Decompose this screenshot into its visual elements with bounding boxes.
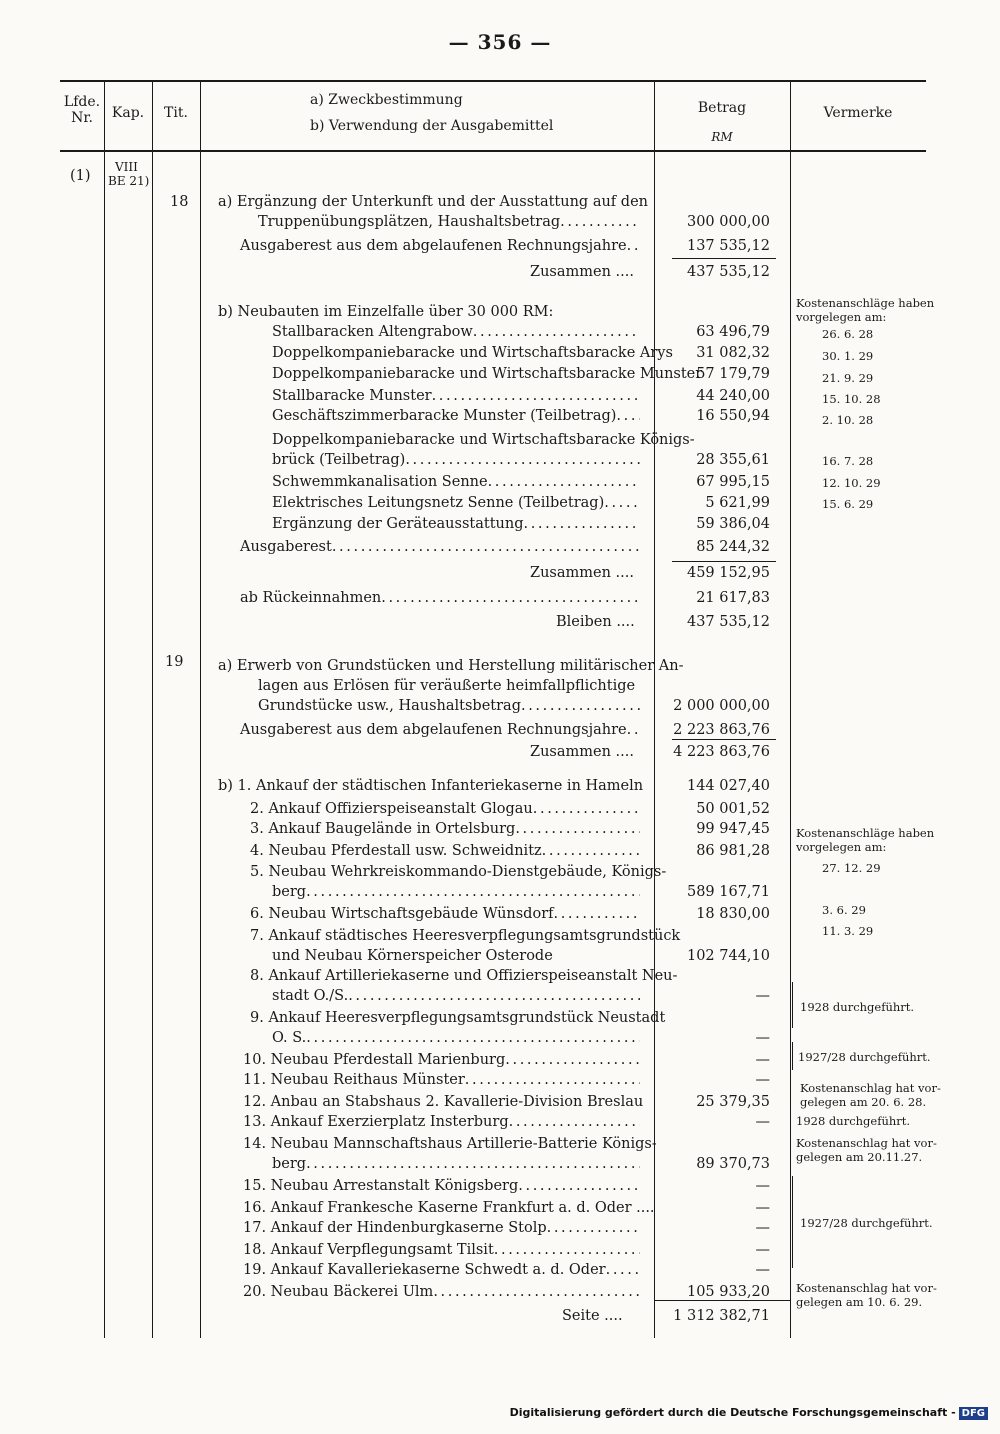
budget-line-text: Bleiben .... [556,614,635,630]
budget-line-text: Doppelkompaniebaracke und Wirtschaftsbaracke Munster [272,366,703,382]
col-rule-1 [104,80,105,1338]
col-rule-5 [790,80,791,1338]
leader-dots [473,322,640,342]
budget-amount: 44 240,00 [696,388,770,404]
header-tit: Tit. [164,105,188,121]
budget-line-text: und Neubau Körnerspeicher Osterode [272,948,553,964]
budget-amount: 63 496,79 [696,324,770,340]
budget-amount: — [755,1220,770,1236]
leader-dots [381,588,640,608]
leader-dots [616,406,640,426]
budget-amount: 2 000 000,00 [673,698,770,714]
leader-dots [432,386,640,406]
leader-dots [606,1260,640,1280]
leader-dots [518,1176,640,1196]
budget-line-text: 3. Ankauf Baugelände in Ortelsburg. . . [250,819,640,839]
header-betrag: Betrag [697,100,747,116]
note-1927-28-b: 1927/28 durchgeführt. [800,1216,933,1230]
leader-dots [494,1240,640,1260]
budget-line-text: Zusammen .... [530,264,634,280]
leader-dots [604,493,640,513]
budget-line-text: Geschäftszimmerbaracke Munster (Teilbetrag). . . [272,406,640,426]
leader-dots [306,1028,640,1048]
budget-line-text: Truppenübungsplätzen, Haushaltsbetrag. . . [258,212,640,232]
budget-line-text: 16. Ankauf Frankesche Kaserne Frankfurt a. d. Oder .... [243,1200,655,1216]
leader-dots [524,514,640,534]
subtotal-rule [654,1300,790,1301]
budget-line-text: 19. Ankauf Kavalleriekaserne Schwedt a. d. Oder. . . [243,1260,640,1280]
leader-dots [554,904,640,924]
note-date: 12. 10. 29 [822,476,881,490]
header-top-rule [60,80,926,82]
budget-line-text: 11. Neubau Reithaus Münster. . . [243,1070,640,1090]
note-date: 27. 12. 29 [822,861,881,875]
budget-line-text: Stallbaracken Altengrabow. . . [272,322,640,342]
budget-line-text: Schwemmkanalisation Senne. . . [272,472,640,492]
budget-amount: — [755,1114,770,1130]
leader-dots [627,720,640,740]
note-brace [792,1042,797,1070]
budget-amount: 31 082,32 [696,345,770,361]
note-brace [792,1176,797,1268]
lfde-number: (1) [70,168,91,184]
budget-amount: 16 550,94 [696,408,770,424]
budget-line-text: Zusammen .... [530,744,634,760]
leader-dots [627,236,640,256]
subtotal-rule [672,739,776,740]
header-kap: Kap. [111,105,145,121]
budget-amount: 437 535,12 [686,264,770,280]
budget-line-text: a) Ergänzung der Unterkunft und der Ausstattung auf den [218,194,648,210]
note-1927-28: 1927/28 durchgeführt. [798,1050,931,1064]
budget-amount: 2 223 863,76 [673,722,770,738]
budget-line-text: b) 1. Ankauf der städtischen Infanteriekaserne in Hameln [218,778,644,794]
budget-amount: — [755,1052,770,1068]
leader-dots [306,882,640,902]
tit-19: 19 [165,654,184,670]
note-date: 26. 6. 28 [822,327,874,341]
note-brace [792,982,797,1028]
budget-line-text: b) Neubauten im Einzelfalle über 30 000 RM: [218,304,554,320]
budget-line-text: Ausgaberest. . . [240,537,640,557]
budget-line-text: Ausgaberest aus dem abgelaufenen Rechnungsjahre. . . [240,236,640,256]
leader-dots [405,450,640,470]
kap-subnumber: BE 21) [108,174,150,188]
budget-amount: — [755,988,770,1004]
leader-dots [465,1070,640,1090]
budget-amount: — [755,1072,770,1088]
leader-dots [521,696,640,716]
leader-dots [433,1282,640,1302]
budget-line-text: 2. Ankauf Offizierspeiseanstalt Glogau. . . [250,799,640,819]
budget-line-text: Elektrisches Leitungsnetz Senne (Teilbetrag). . . [272,493,640,513]
header-lfde: Lfde. Nr. [63,94,101,126]
budget-line-text: Stallbaracke Munster. . . [272,386,640,406]
leader-dots [306,1154,640,1174]
budget-amount: 59 386,04 [696,516,770,532]
note-date: 15. 6. 29 [822,497,874,511]
budget-amount: 5 621,99 [705,495,770,511]
header-zweck-a: a) Zweckbestimmung [310,92,463,108]
budget-amount: 21 617,83 [696,590,770,606]
leader-dots [542,841,640,861]
note-1928-b: 1928 durchgeführt. [796,1114,911,1128]
budget-line-text: 6. Neubau Wirtschaftsgebäude Wünsdorf. . . [250,904,640,924]
note-1928: 1928 durchgeführt. [800,1000,915,1014]
budget-amount: 1 312 382,71 [673,1308,770,1324]
budget-line-text: Zusammen .... [530,565,634,581]
budget-amount: 105 933,20 [686,1284,770,1300]
budget-amount: 57 179,79 [696,366,770,382]
budget-line-text: ab Rückeinnahmen. . . [240,588,640,608]
budget-amount: 86 981,28 [696,843,770,859]
budget-line-text: Doppelkompaniebaracke und Wirtschaftsbaracke Arys [272,345,673,361]
note-kostenanschlag-20-11-27: Kostenanschlag hat vor- gelegen am 20.11.27. [796,1136,937,1164]
budget-line-text: 4. Neubau Pferdestall usw. Schweidnitz. . . [250,841,640,861]
leader-dots [547,1218,640,1238]
header-zweck-b: b) Verwendung der Ausgabemittel [310,118,554,134]
kap-number: VIII [115,160,138,174]
budget-line-text: Ausgaberest aus dem abgelaufenen Rechnungsjahre. . . [240,720,640,740]
leader-dots [509,1112,640,1132]
dfg-logo: DFG [959,1407,988,1420]
budget-amount: 137 535,12 [686,238,770,254]
budget-amount: 89 370,73 [696,1156,770,1172]
budget-line-text: Seite .... [562,1308,623,1324]
budget-amount: 102 744,10 [686,948,770,964]
leader-dots [332,537,640,557]
footer-text: Digitalisierung gefördert durch die Deutsche Forschungsgemeinschaft - [509,1406,956,1419]
budget-amount: 459 152,95 [686,565,770,581]
budget-line-text: 8. Ankauf Artilleriekaserne und Offizierspeiseanstalt Neu- [250,968,678,984]
budget-line-text: 13. Ankauf Exerzierplatz Insterburg. . . [243,1112,640,1132]
subtotal-rule [672,258,776,259]
page-number: — 356 — [448,30,552,54]
note-date: 3. 6. 29 [822,903,866,917]
budget-amount: 67 995,15 [696,474,770,490]
col-rule-3 [200,80,201,1338]
budget-line-text: 9. Ankauf Heeresverpflegungsamtsgrundstück Neustadt [250,1010,666,1026]
budget-line-text: 15. Neubau Arrestanstalt Königsberg. . . [243,1176,640,1196]
leader-dots [533,799,640,819]
header-bottom-rule [60,150,926,152]
note-date: 2. 10. 28 [822,413,874,427]
budget-line-text: 14. Neubau Mannschaftshaus Artillerie-Batterie Königs- [243,1136,657,1152]
note-date: 16. 7. 28 [822,454,874,468]
budget-line-text: O. S.. . . [272,1028,640,1048]
header-betrag-unit: RM [711,130,733,144]
tit-18: 18 [170,194,189,210]
note-date: 11. 3. 29 [822,924,874,938]
leader-dots [515,819,640,839]
note-kostenanschlaege-2: Kostenanschläge haben vorgelegen am: [796,826,935,854]
budget-line-text: lagen aus Erlösen für veräußerte heimfallpflichtige [258,678,636,694]
budget-amount: — [755,1242,770,1258]
budget-line-text: berg. . . [272,1154,640,1174]
budget-line-text: 7. Ankauf städtisches Heeresverpflegungsamtsgrundstück [250,928,681,944]
note-kostenanschlag-10-6-29: Kostenanschlag hat vor- gelegen am 10. 6. 29. [796,1281,937,1309]
budget-amount: 300 000,00 [686,214,770,230]
budget-amount: 50 001,52 [696,801,770,817]
budget-amount: 437 535,12 [686,614,770,630]
digitization-footer [510,1406,988,1420]
note-date: 30. 1. 29 [822,349,874,363]
budget-amount: — [755,1200,770,1216]
budget-amount: 18 830,00 [696,906,770,922]
budget-amount: — [755,1178,770,1194]
leader-dots [505,1050,640,1070]
note-date: 15. 10. 28 [822,392,881,406]
budget-line-text: 20. Neubau Bäckerei Ulm. . . [243,1282,640,1302]
budget-line-text: Grundstücke usw., Haushaltsbetrag. . . [258,696,640,716]
budget-amount: 589 167,71 [686,884,770,900]
budget-line-text: 17. Ankauf der Hindenburgkaserne Stolp. . . [243,1218,640,1238]
budget-line-text: 18. Ankauf Verpflegungsamt Tilsit. . . [243,1240,640,1260]
col-rule-2 [152,80,153,1338]
leader-dots [348,986,640,1006]
budget-amount: 144 027,40 [686,778,770,794]
budget-amount: — [755,1262,770,1278]
budget-line-text: a) Erwerb von Grundstücken und Herstellung militärischer An- [218,658,684,674]
subtotal-rule [672,561,776,562]
budget-line-text: stadt O./S.. . . [272,986,640,1006]
header-vermerke: Vermerke [823,105,893,121]
budget-line-text: Doppelkompaniebaracke und Wirtschaftsbaracke Königs- [272,432,695,448]
budget-line-text: Ergänzung der Geräteausstattung. . . [272,514,640,534]
budget-line-text: berg. . . [272,882,640,902]
note-date: 21. 9. 29 [822,371,874,385]
leader-dots [560,212,640,232]
leader-dots [488,472,640,492]
budget-line-text: 5. Neubau Wehrkreiskommando-Dienstgebäude, Königs- [250,864,667,880]
budget-amount: — [755,1030,770,1046]
budget-amount: 28 355,61 [696,452,770,468]
note-kostenanschlaege-1: Kostenanschläge haben vorgelegen am: [796,296,935,324]
budget-line-text: brück (Teilbetrag). . . [272,450,640,470]
budget-amount: 99 947,45 [696,821,770,837]
budget-amount: 4 223 863,76 [673,744,770,760]
budget-line-text: 10. Neubau Pferdestall Marienburg. . . [243,1050,640,1070]
budget-line-text: 12. Anbau an Stabshaus 2. Kavallerie-Division Breslau [243,1094,644,1110]
note-kostenanschlag-20-6-28: Kostenanschlag hat vor- gelegen am 20. 6. 28. [800,1081,941,1109]
budget-amount: 85 244,32 [696,539,770,555]
budget-amount: 25 379,35 [696,1094,770,1110]
